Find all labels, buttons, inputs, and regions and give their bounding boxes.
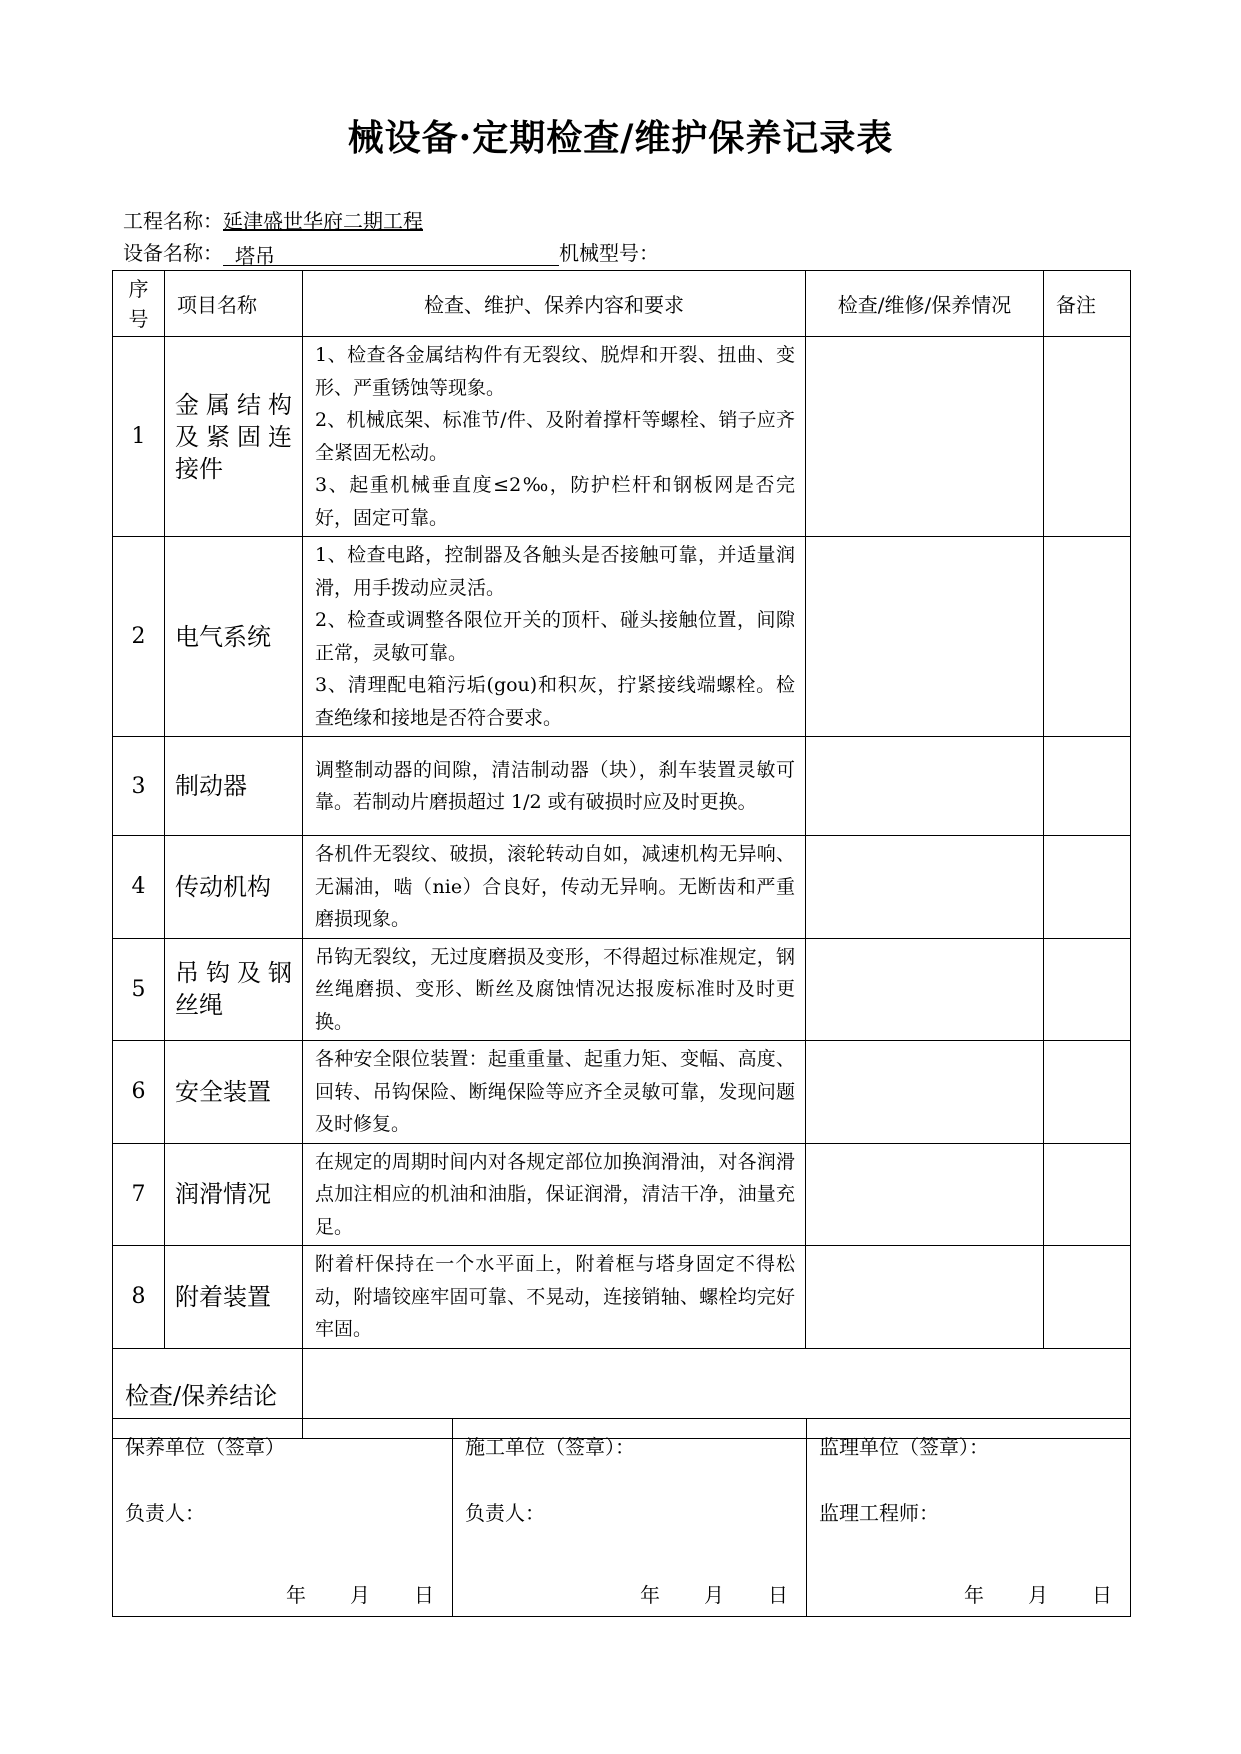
sig-year: 年 (640, 1583, 660, 1607)
sig-day: 日 (1092, 1583, 1112, 1607)
conclusion-label: 检查/保养结论 (113, 1348, 303, 1438)
content-line: 1、检查各金属结构件有无裂纹、脱焊和开裂、扭曲、变形、严重锈蚀等现象。 2、机械底架、标准节/件、及附着撑杆等螺栓、销子应齐全紧固无松动。 3、起重机械垂直度≤2‰，防护栏杆和钢板网是否完好，固定可靠。 (315, 344, 795, 529)
row-item-text: 附着装置 (175, 1282, 271, 1311)
row-item-text: 电气系统 (175, 622, 271, 651)
row-status-cell[interactable] (806, 1143, 1044, 1246)
row-item-text: 安全装置 (175, 1077, 271, 1106)
header-status: 检查/维修/保养情况 (806, 271, 1044, 337)
row-remark-cell[interactable] (1044, 737, 1131, 836)
sig-month: 月 (1028, 1583, 1048, 1607)
row-remark-cell[interactable] (1044, 836, 1131, 939)
row-no: 2 (113, 537, 165, 737)
table-row (113, 1041, 1131, 1144)
row-no: 1 (113, 337, 165, 537)
header-no-line2: 号 (128, 306, 149, 331)
row-item-name (165, 938, 303, 1041)
row-no: 5 (113, 938, 165, 1041)
header-remark: 备注 (1044, 271, 1131, 337)
row-content: 吊钩无裂纹，无过度磨损及变形，不得超过标准规定，钢丝绳磨损、变形、断丝及腐蚀情况达报废标准时及时更换。 (303, 938, 806, 1041)
row-remark-cell[interactable] (1044, 1143, 1131, 1246)
sig-date (286, 1579, 434, 1608)
sig-person-label: 负责人： (465, 1501, 545, 1525)
row-item-text: 润滑情况 (175, 1180, 271, 1209)
row-item-name (165, 737, 303, 836)
row-remark-cell[interactable] (1044, 337, 1131, 537)
content-line: 1、检查电路，控制器及各触头是否接触可靠，并适量润滑，用手拨动应灵活。 2、检查或调整各限位开关的顶杆、碰头接触位置，间隙正常，灵敏可靠。 3、清理配电箱污垢(gou)和积灰，拧紧接线端螺栓。检查绝缘和接地是否符合要求。 (315, 544, 795, 729)
row-remark-cell[interactable] (1044, 1041, 1131, 1144)
row-item-name (165, 1143, 303, 1246)
row-content (303, 537, 806, 737)
table-row (113, 836, 1131, 939)
header-no (113, 271, 165, 337)
equipment-name-value: 塔吊 (235, 244, 275, 268)
project-line (123, 208, 423, 234)
row-status-cell[interactable] (806, 836, 1044, 939)
row-status-cell[interactable] (806, 938, 1044, 1041)
header-no-line1: 序 (128, 276, 149, 301)
row-item-name (165, 836, 303, 939)
row-content: 在规定的周期时间内对各规定部位加换润滑油，对各润滑点加注相应的机油和油脂，保证润滑，清洁干净，油量充足。 (303, 1143, 806, 1246)
row-content: 各机件无裂纹、破损，滚轮转动自如，减速机构无异响、无漏油，啮（nie）合良好，传动无异响。无断齿和严重磨损现象。 (303, 836, 806, 939)
inspection-table (112, 270, 1131, 1439)
row-no: 6 (113, 1041, 165, 1144)
row-remark-cell[interactable] (1044, 1246, 1131, 1349)
sig-unit-label: 施工单位（签章）： (465, 1435, 635, 1459)
machine-model-label: 机械型号： (559, 241, 659, 265)
project-name-field[interactable]: 延津盛世华府二期工程 (223, 209, 423, 233)
construction-unit-signature[interactable] (453, 1419, 807, 1617)
row-item-name (165, 1246, 303, 1349)
sig-year: 年 (964, 1583, 984, 1607)
sig-unit-label: 监理单位（签章）： (819, 1435, 989, 1459)
row-item-name (165, 1041, 303, 1144)
row-remark-cell[interactable] (1044, 537, 1131, 737)
row-status-cell[interactable] (806, 1041, 1044, 1144)
supervision-unit-signature[interactable] (807, 1419, 1131, 1617)
sig-unit-label: 保养单位（签章） (125, 1435, 285, 1459)
table-row (113, 337, 1131, 537)
signature-table (112, 1418, 1131, 1617)
row-content (303, 337, 806, 537)
row-status-cell[interactable] (806, 537, 1044, 737)
sig-day: 日 (414, 1583, 434, 1607)
table-row (113, 537, 1131, 737)
sig-month: 月 (350, 1583, 370, 1607)
maintenance-unit-signature[interactable] (113, 1419, 453, 1617)
page-title: 械设备·定期检查/维护保养记录表 (347, 117, 894, 159)
row-no: 4 (113, 836, 165, 939)
row-item-name (165, 337, 303, 537)
row-no: 7 (113, 1143, 165, 1246)
header-content: 检查、维护、保养内容和要求 (303, 271, 806, 337)
row-item-text: 制动器 (175, 772, 247, 800)
table-row (113, 938, 1131, 1041)
row-content: 各种安全限位装置：起重重量、起重力矩、变幅、高度、回转、吊钩保险、断绳保险等应齐全灵敏可靠，发现问题及时修复。 (303, 1041, 806, 1144)
row-status-cell[interactable] (806, 337, 1044, 537)
sig-person-label: 负责人： (125, 1501, 205, 1525)
row-status-cell[interactable] (806, 1246, 1044, 1349)
table-header-row (113, 271, 1131, 337)
equipment-name-field[interactable] (223, 243, 559, 266)
table-row (113, 1143, 1131, 1246)
sig-date (640, 1579, 788, 1608)
row-no: 8 (113, 1246, 165, 1349)
table-row (113, 737, 1131, 836)
row-item-text: 传动机构 (175, 872, 271, 901)
equipment-label: 设备名称： (123, 241, 223, 265)
header-item: 项目名称 (165, 271, 303, 337)
table-row (113, 1246, 1131, 1349)
sig-month: 月 (704, 1583, 724, 1607)
row-no: 3 (113, 737, 165, 836)
sig-date (964, 1579, 1112, 1608)
row-remark-cell[interactable] (1044, 938, 1131, 1041)
signature-row (113, 1419, 1131, 1617)
row-item-name (165, 537, 303, 737)
sig-day: 日 (768, 1583, 788, 1607)
sig-person-label: 监理工程师： (819, 1501, 939, 1525)
row-content: 调整制动器的间隙，清洁制动器（块），刹车装置灵敏可靠。若制动片磨损超过 1/2 或有破损时应及时更换。 (303, 737, 806, 836)
project-label: 工程名称： (123, 209, 223, 233)
equipment-line (123, 240, 659, 266)
row-item-text: 金属结构及紧固连接件 (175, 390, 292, 483)
sig-year: 年 (286, 1583, 306, 1607)
row-status-cell[interactable] (806, 737, 1044, 836)
row-item-text: 吊钩及钢丝绳 (175, 959, 292, 1020)
row-content: 附着杆保持在一个水平面上，附着框与塔身固定不得松动，附墙铰座牢固可靠、不晃动，连接销轴、螺栓均完好牢固。 (303, 1246, 806, 1349)
